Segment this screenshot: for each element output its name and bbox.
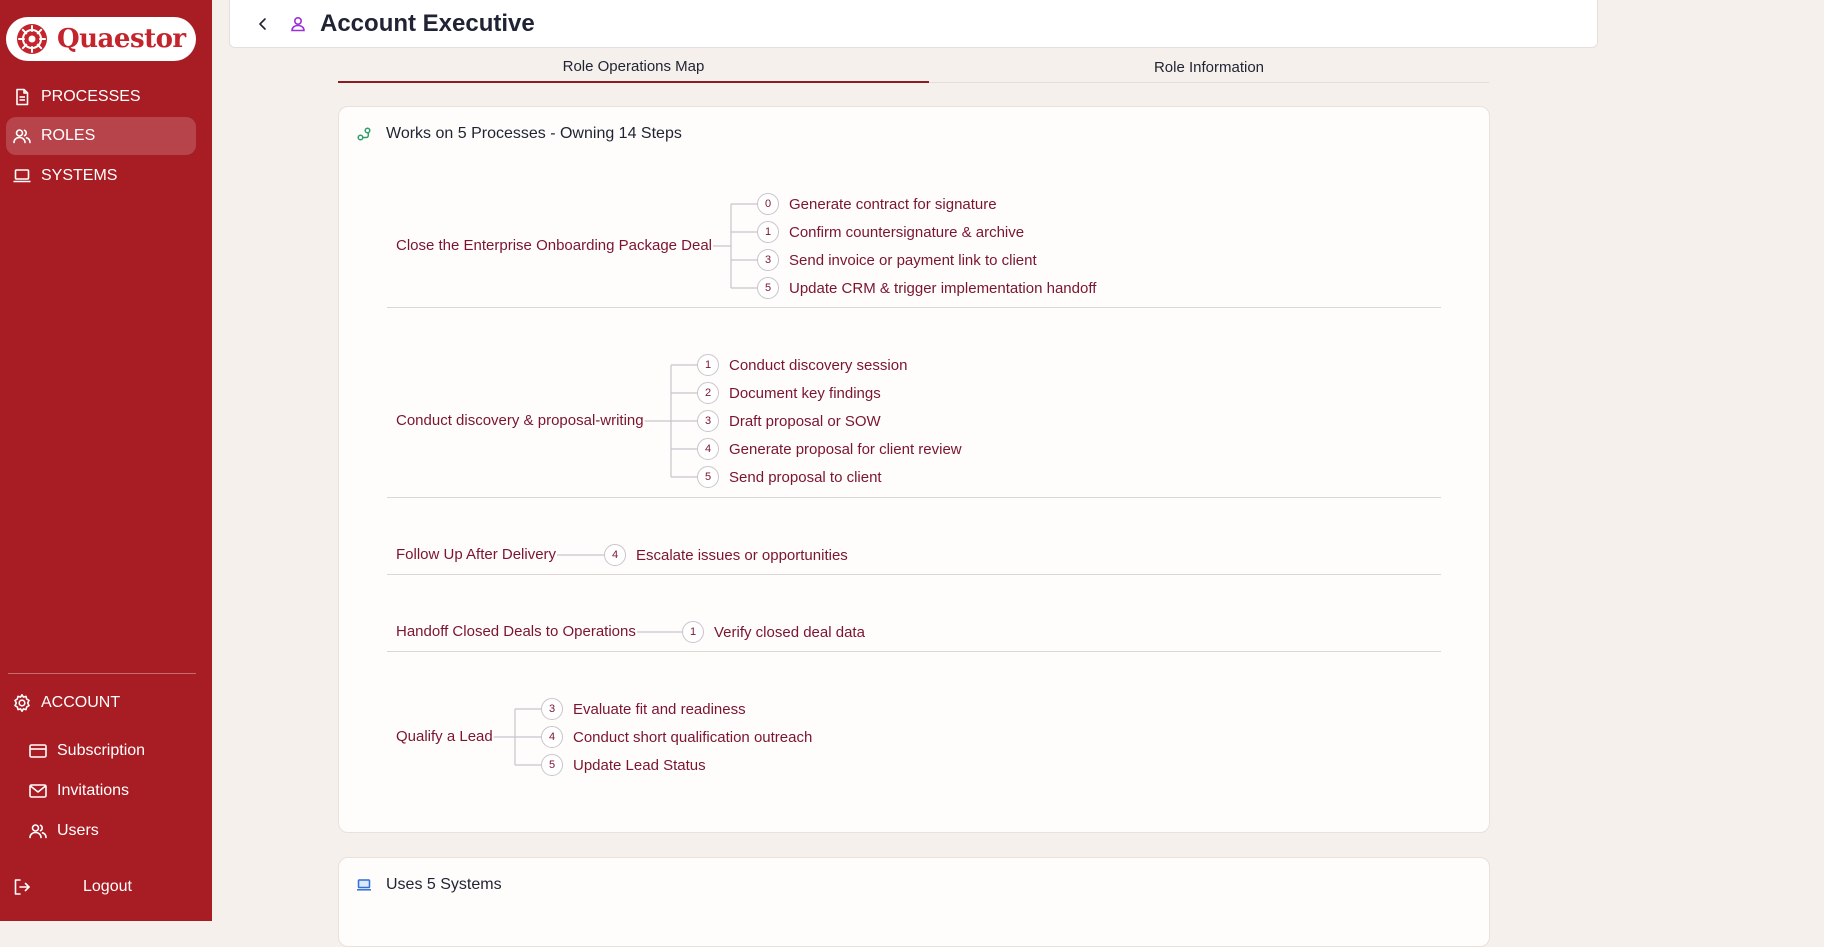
process-separator (387, 574, 1441, 575)
sidebar-item-invitations[interactable] (22, 772, 192, 810)
systems-card-title: Uses 5 Systems (386, 876, 502, 893)
sidebar-item-account[interactable] (6, 684, 196, 722)
sidebar-divider (8, 673, 196, 674)
tab-role-operations-map[interactable]: Role Operations Map (338, 52, 929, 83)
process-separator (387, 307, 1441, 308)
credit-card-icon (28, 741, 48, 761)
step-label: Verify closed deal data (714, 623, 865, 641)
laptop-icon (12, 166, 32, 186)
logout-label: Logout (83, 878, 132, 895)
users-icon (28, 821, 48, 841)
sidebar-item-label: SYSTEMS (41, 167, 118, 184)
chevron-left-icon (256, 17, 270, 31)
step-label: Escalate issues or opportunities (636, 546, 848, 564)
process-step[interactable] (697, 410, 881, 432)
process-step[interactable] (697, 438, 962, 460)
laptop-icon (356, 877, 372, 893)
step-number-badge: 4 (697, 438, 719, 460)
process-step[interactable] (697, 382, 881, 404)
app-logo[interactable] (6, 17, 196, 61)
process-name[interactable]: Conduct discovery & proposal-writing (396, 412, 644, 429)
step-number-badge: 5 (697, 466, 719, 488)
tab-bar (338, 52, 1489, 83)
page-title: Account Executive (320, 9, 535, 37)
process-step[interactable] (541, 754, 706, 776)
step-number-badge: 4 (541, 726, 563, 748)
users-icon (12, 126, 32, 146)
systems-card-header (356, 876, 502, 894)
step-label: Draft proposal or SOW (729, 412, 881, 430)
sidebar-item-subscription[interactable] (22, 732, 192, 770)
tab-role-information[interactable]: Role Information (1153, 58, 1265, 76)
step-label: Generate contract for signature (789, 195, 997, 213)
step-number-badge: 2 (697, 382, 719, 404)
step-number-badge: 1 (757, 221, 779, 243)
process-step[interactable] (757, 249, 1037, 271)
process-step[interactable] (697, 466, 882, 488)
step-label: Update CRM & trigger implementation handoff (789, 279, 1097, 297)
step-number-badge: 4 (604, 544, 626, 566)
step-number-badge: 5 (541, 754, 563, 776)
process-separator (387, 651, 1441, 652)
step-number-badge: 3 (757, 249, 779, 271)
step-label: Send invoice or payment link to client (789, 251, 1037, 269)
sidebar-item-label: ROLES (41, 127, 96, 144)
sidebar-item-label: ACCOUNT (41, 694, 121, 711)
process-step[interactable] (757, 277, 1096, 299)
processes-card (338, 106, 1490, 833)
logout-icon (12, 877, 32, 897)
step-number-badge: 3 (697, 410, 719, 432)
sidebar-item-label: PROCESSES (41, 88, 141, 105)
process-step[interactable] (541, 698, 746, 720)
process-flow-icon (356, 126, 372, 142)
sidebar-item-systems[interactable] (6, 157, 196, 195)
process-step[interactable] (682, 621, 865, 643)
step-label: Send proposal to client (729, 468, 882, 486)
process-step[interactable] (757, 221, 1024, 243)
process-name[interactable]: Follow Up After Delivery (396, 546, 557, 563)
process-step[interactable] (757, 193, 997, 215)
process-step[interactable] (604, 544, 848, 566)
process-separator (387, 497, 1441, 498)
process-tree-connectors (339, 107, 1489, 832)
step-label: Document key findings (729, 384, 881, 402)
step-label: Generate proposal for client review (729, 440, 962, 458)
user-icon (288, 14, 308, 34)
step-label: Evaluate fit and readiness (573, 700, 746, 718)
sidebar-item-users[interactable] (22, 812, 192, 850)
process-step[interactable] (697, 354, 907, 376)
step-number-badge: 1 (682, 621, 704, 643)
logo-mark-icon (16, 23, 48, 55)
processes-card-header (356, 125, 682, 143)
sidebar-item-label: Subscription (57, 742, 146, 759)
step-number-badge: 3 (541, 698, 563, 720)
process-name[interactable]: Handoff Closed Deals to Operations (396, 623, 636, 640)
back-button[interactable] (252, 13, 274, 35)
logout-button[interactable] (6, 868, 196, 906)
mail-icon (28, 781, 48, 801)
document-icon (12, 87, 32, 107)
systems-card (338, 857, 1490, 947)
logo-text: Quaestor (57, 24, 186, 54)
sidebar-item-processes[interactable] (6, 78, 196, 116)
gear-icon (12, 693, 32, 713)
sidebar-item-label: Invitations (57, 782, 130, 799)
step-label: Update Lead Status (573, 756, 706, 774)
step-label: Confirm countersignature & archive (789, 223, 1025, 241)
page-header (229, 0, 1598, 48)
step-number-badge: 0 (757, 193, 779, 215)
step-label: Conduct short qualification outreach (573, 728, 813, 746)
sidebar (0, 0, 212, 921)
process-step[interactable] (541, 726, 812, 748)
step-number-badge: 1 (697, 354, 719, 376)
sidebar-item-label: Users (57, 822, 99, 839)
step-label: Conduct discovery session (729, 356, 908, 374)
processes-card-title: Works on 5 Processes - Owning 14 Steps (386, 125, 682, 142)
process-name[interactable]: Close the Enterprise Onboarding Package Deal (396, 237, 713, 254)
step-number-badge: 5 (757, 277, 779, 299)
process-name[interactable]: Qualify a Lead (396, 728, 493, 745)
sidebar-item-roles[interactable] (6, 117, 196, 155)
